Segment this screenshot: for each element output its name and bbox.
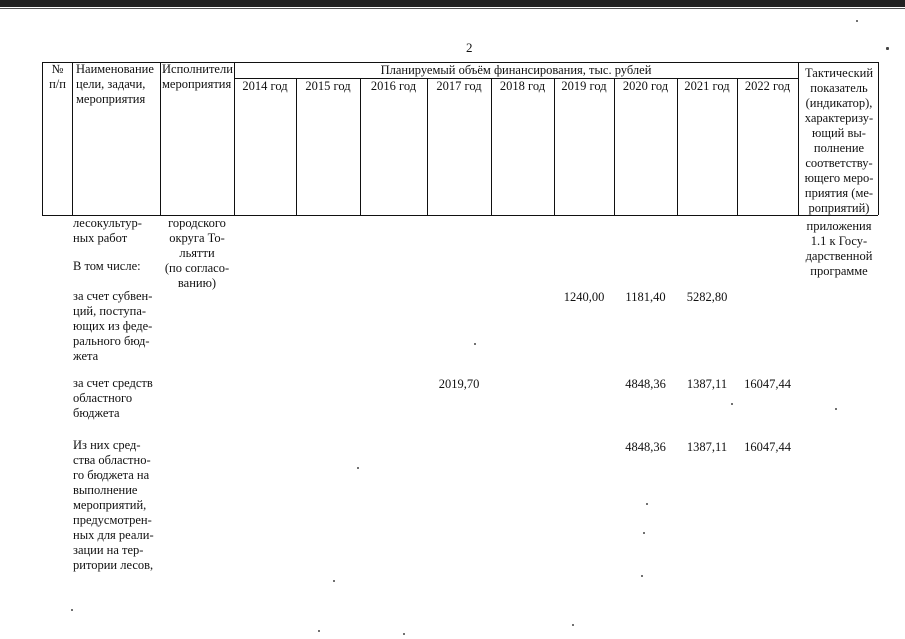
header-year: 2014 год: [242, 79, 288, 93]
header-year: 2015 год: [305, 79, 351, 93]
header-name: Наименование цели, задачи, мероприятия: [76, 62, 154, 106]
row-name: Из них сред- ства областно- го бюджета на выполнение мероприятий, предусмотрен- ных для реали- зации на тер- ритории лесов,: [73, 438, 154, 572]
row-value-2022: 16047,44: [744, 440, 791, 454]
row-value-2020: 4848,36: [625, 377, 666, 391]
header-year: 2016 год: [370, 79, 417, 93]
row-value-2019: 1240,00: [563, 290, 605, 304]
header-indicator: Тактический показатель (индикатор), характеризу- ющий вы- полнение соответству- ющего меро- приятия (ме- роприятий): [804, 66, 874, 215]
header-funding-group: Планируемый объём финансирования, тыс. рублей: [380, 63, 652, 77]
row-name: за счет субвен- ций, поступа- ющих из феде- рального бюд- жета: [73, 289, 153, 363]
row-value-2020: 4848,36: [625, 440, 666, 454]
header-year: 2021 год: [684, 79, 730, 93]
body-indicator: приложения 1.1 к Госу- дарственной программе: [805, 219, 873, 278]
row-value-2021: 5282,80: [686, 290, 728, 304]
row-name: за счет средств областного бюджета: [73, 376, 153, 420]
header-year: 2019 год: [561, 79, 607, 93]
top-border-bar: [0, 0, 905, 7]
top-border-line: [0, 8, 905, 9]
row-value-2020: 1181,40: [625, 290, 666, 304]
row-value-2021: 1387,11: [686, 377, 728, 391]
row-value-2022: 16047,44: [744, 377, 791, 391]
header-year: 2018 год: [499, 79, 546, 93]
page-number: 2: [466, 40, 473, 55]
row-value-2017: 2019,70: [438, 377, 480, 391]
header-year: 2022 год: [744, 79, 791, 93]
header-year: 2017 год: [436, 79, 482, 93]
body-name-continuation: лесокультур- ных работ: [73, 216, 142, 245]
header-year: 2020 год: [622, 79, 669, 93]
header-executors: Исполнители мероприятия: [162, 62, 233, 91]
header-number: № п/п: [49, 62, 66, 91]
body-executors: городского округа То- льятти (по согласо- ванию): [164, 216, 230, 290]
body-subheading: В том числе:: [73, 259, 141, 273]
row-value-2021: 1387,11: [686, 440, 728, 454]
